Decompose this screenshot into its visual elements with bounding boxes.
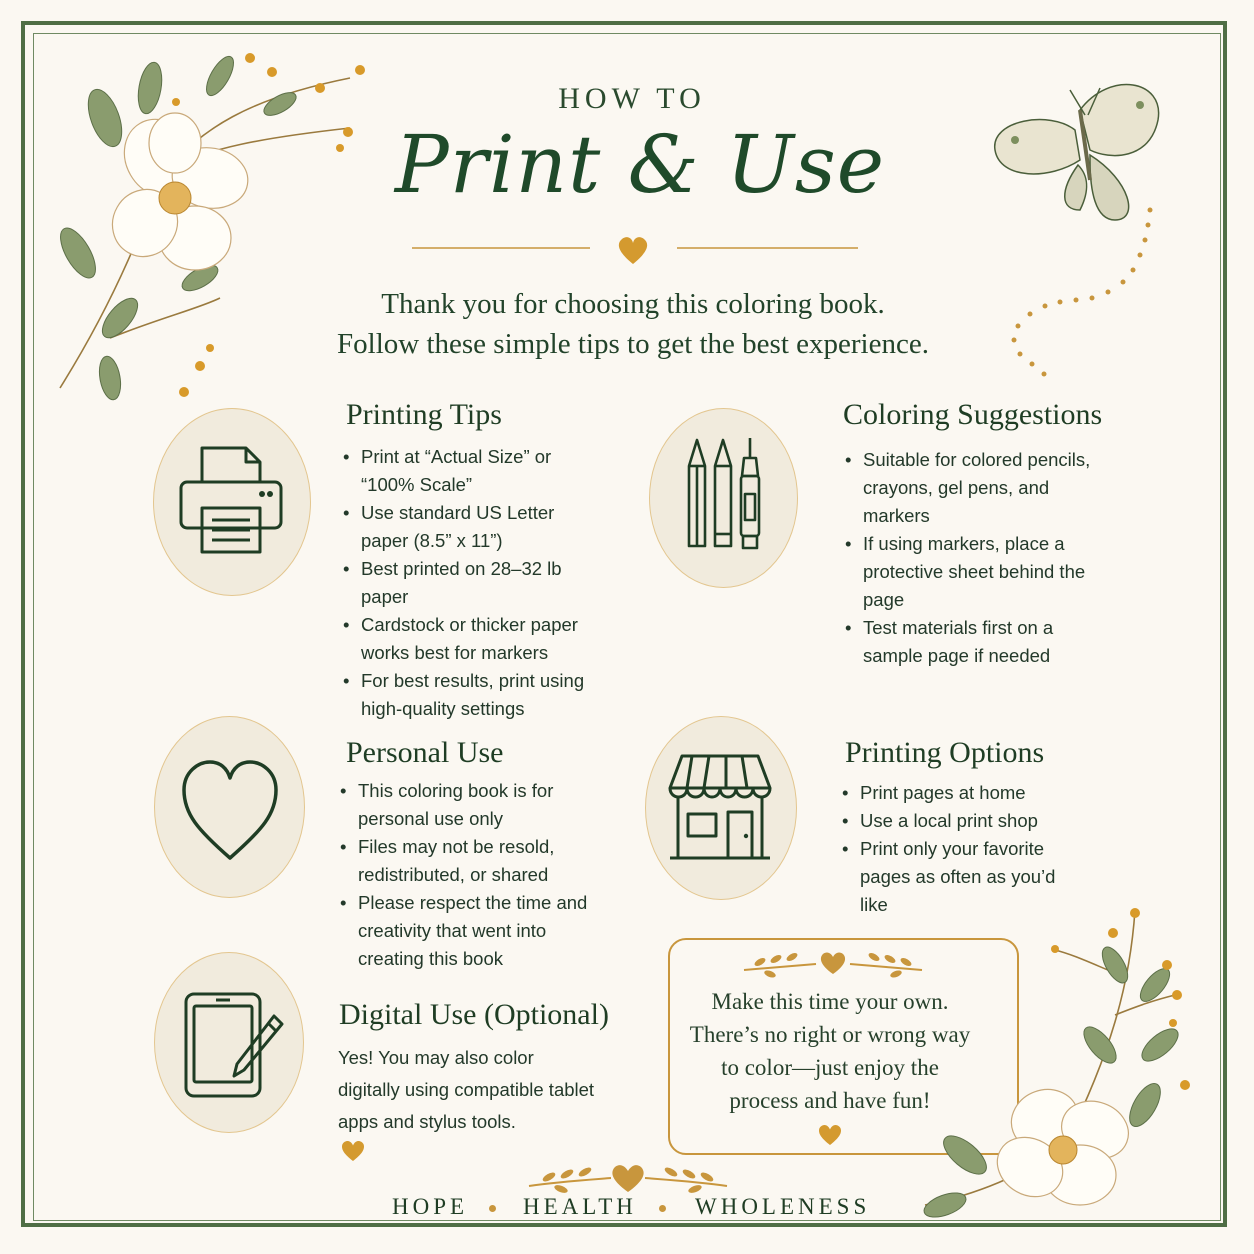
footer-word-hope: HOPE bbox=[392, 1194, 469, 1219]
title-divider bbox=[412, 232, 862, 268]
intro-line-2: Follow these simple tips to get the best experience. bbox=[337, 328, 929, 360]
coloring-suggestions-title: Coloring Suggestions bbox=[843, 398, 1103, 431]
message-line-2: There’s no right or wrong way bbox=[689, 1022, 971, 1047]
message-line-1: Make this time your own. bbox=[711, 989, 949, 1014]
footer-laurel-icon bbox=[525, 1160, 731, 1194]
message-heart-icon bbox=[818, 1124, 842, 1146]
digital-use-text: Yes! You may also color digitally using compatible tablet apps and stylus tools. bbox=[338, 1047, 595, 1132]
intro-text bbox=[0, 284, 1254, 364]
printing-options-title: Printing Options bbox=[845, 736, 1045, 769]
list-item: • Please respect the time and creativity that went into creating this book bbox=[340, 889, 590, 973]
floral-branch-bottom-right-icon bbox=[915, 905, 1215, 1225]
printing-options-list bbox=[842, 779, 1072, 919]
list-item: • Suitable for colored pencils, crayons, gel pens, and markers bbox=[845, 446, 1115, 530]
digital-heart-icon bbox=[341, 1140, 365, 1162]
list-item: • Files may not be resold, redistributed, or shared bbox=[340, 833, 590, 889]
heart-icon bbox=[180, 758, 280, 862]
intro-line-1: Thank you for choosing this coloring book. bbox=[381, 288, 885, 320]
coloring-suggestions-list bbox=[845, 446, 1115, 670]
list-item: • Print only your favorite pages as often as you’d like bbox=[842, 835, 1072, 919]
footer-word-wholeness: WHOLENESS bbox=[695, 1194, 871, 1219]
header-eyebrow: HOW TO bbox=[558, 82, 706, 115]
message-line-3: to color—just enjoy the bbox=[721, 1055, 939, 1080]
list-item: • Test materials first on a sample page if needed bbox=[845, 614, 1115, 670]
footer-word-health: HEALTH bbox=[523, 1194, 637, 1219]
footer-dot bbox=[659, 1205, 666, 1212]
list-item: • If using markers, place a protective sheet behind the page bbox=[845, 530, 1115, 614]
printer-icon bbox=[176, 442, 286, 556]
personal-use-list bbox=[340, 777, 590, 973]
list-item: • Cardstock or thicker paper works best for markers bbox=[343, 611, 593, 667]
list-item: • Use standard US Letter paper (8.5” x 11”) bbox=[343, 499, 593, 555]
list-item: • Print pages at home bbox=[842, 779, 1072, 807]
printing-tips-title: Printing Tips bbox=[346, 398, 502, 431]
message-line-4: process and have fun! bbox=[729, 1088, 931, 1113]
pencils-icon bbox=[683, 436, 765, 554]
list-item: • Use a local print shop bbox=[842, 807, 1072, 835]
page-title: Print & Use bbox=[394, 118, 886, 211]
list-item: • Print at “Actual Size” or “100% Scale” bbox=[343, 443, 593, 499]
message-laurel-icon bbox=[740, 944, 926, 978]
divider-heart-icon bbox=[619, 237, 647, 264]
digital-use-title: Digital Use (Optional) bbox=[339, 998, 609, 1031]
personal-use-title: Personal Use bbox=[346, 736, 504, 769]
shop-icon bbox=[666, 752, 774, 864]
list-item: • For best results, print using high-quality settings bbox=[343, 667, 593, 723]
list-item: • Best printed on 28–32 lb paper bbox=[343, 555, 593, 611]
list-item: • This coloring book is for personal use only bbox=[340, 777, 590, 833]
printing-tips-list bbox=[343, 443, 593, 723]
footer-dot bbox=[489, 1205, 496, 1212]
tablet-stylus-icon bbox=[182, 990, 286, 1100]
